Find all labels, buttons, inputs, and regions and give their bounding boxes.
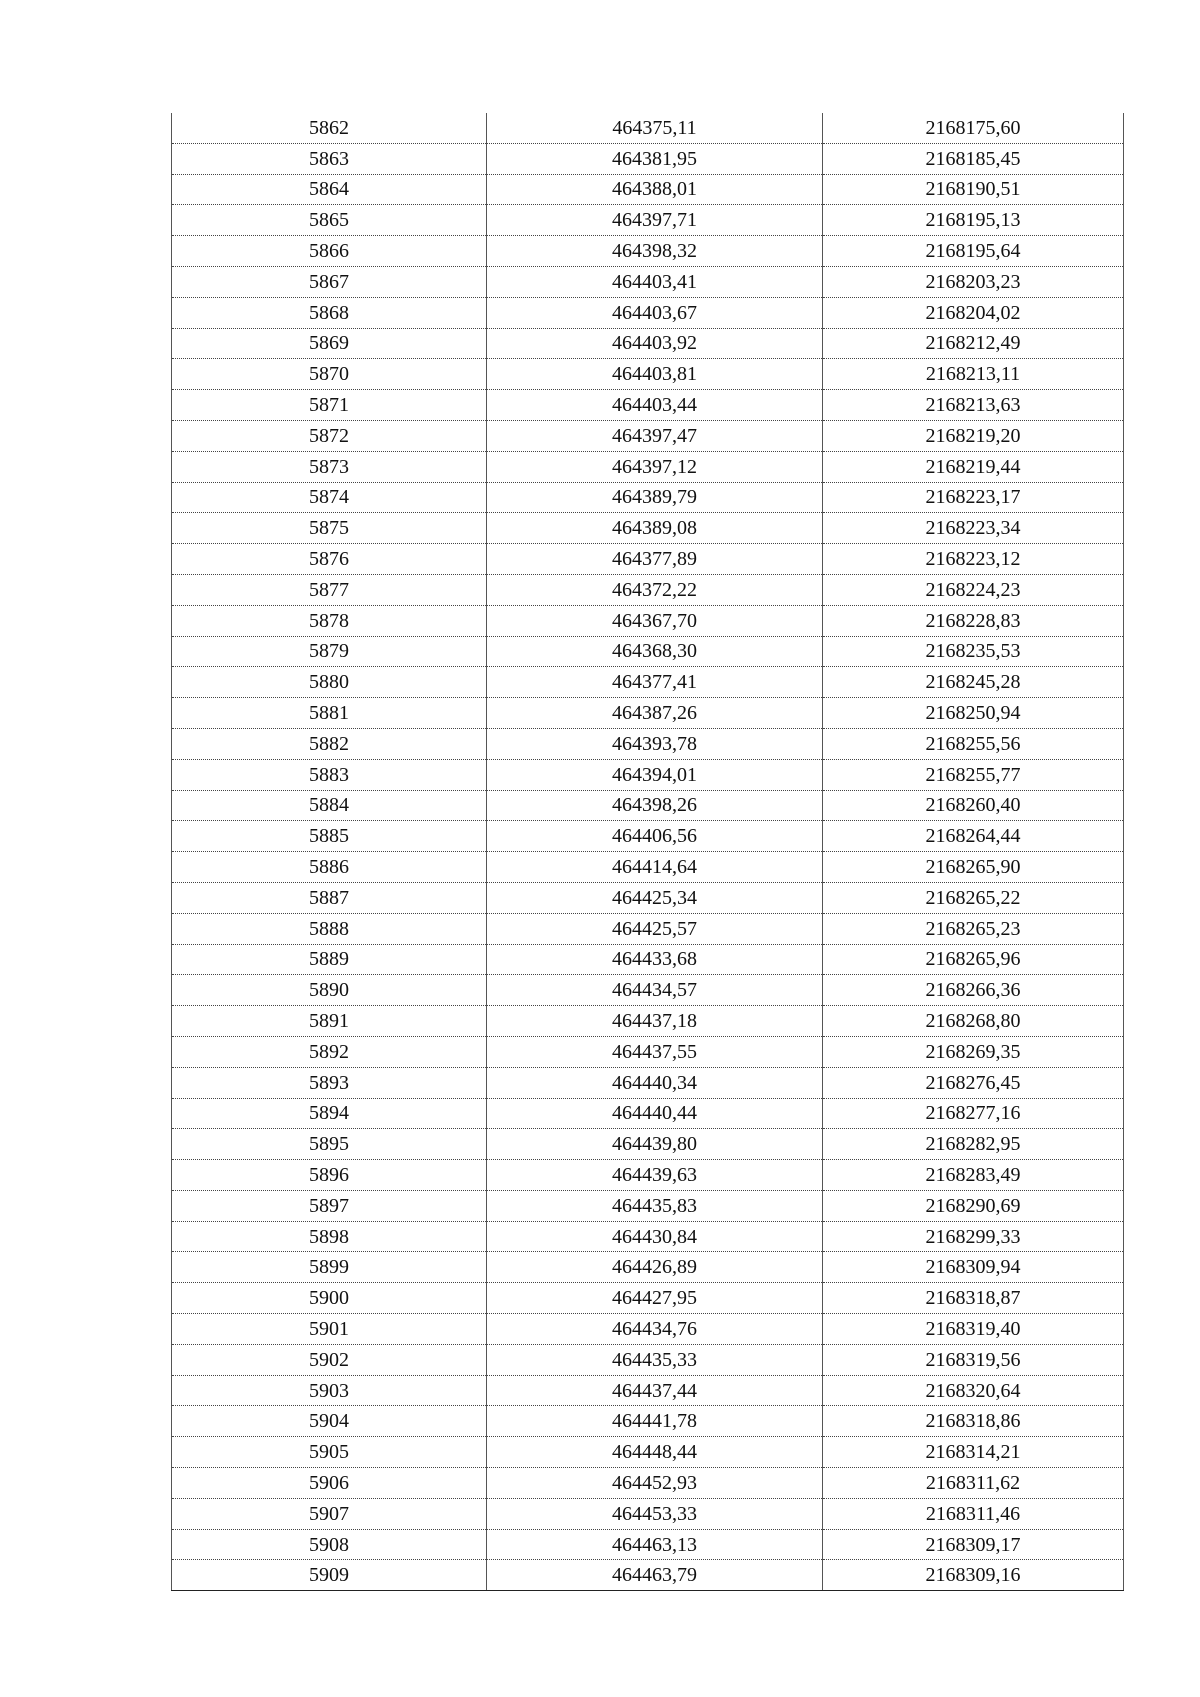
- table-row: [172, 359, 1124, 390]
- point-number-cell: 5870: [172, 359, 487, 390]
- x-coordinate-cell: 464437,18: [487, 1006, 823, 1037]
- table-row: [172, 1036, 1124, 1067]
- y-coordinate-cell: 2168309,17: [823, 1529, 1124, 1560]
- x-coordinate-cell: 464387,26: [487, 698, 823, 729]
- x-coordinate-cell: 464389,08: [487, 513, 823, 544]
- x-coordinate-cell: 464394,01: [487, 759, 823, 790]
- point-number-cell: 5890: [172, 975, 487, 1006]
- point-number-cell: 5901: [172, 1314, 487, 1345]
- point-number-cell: 5874: [172, 482, 487, 513]
- y-coordinate-cell: 2168265,23: [823, 913, 1124, 944]
- y-coordinate-cell: 2168245,28: [823, 667, 1124, 698]
- table-row: [172, 821, 1124, 852]
- y-coordinate-cell: 2168320,64: [823, 1375, 1124, 1406]
- point-number-cell: 5908: [172, 1529, 487, 1560]
- y-coordinate-cell: 2168250,94: [823, 698, 1124, 729]
- table-row: [172, 451, 1124, 482]
- y-coordinate-cell: 2168228,83: [823, 605, 1124, 636]
- x-coordinate-cell: 464439,80: [487, 1129, 823, 1160]
- y-coordinate-cell: 2168309,16: [823, 1560, 1124, 1591]
- y-coordinate-cell: 2168268,80: [823, 1006, 1124, 1037]
- table-row: [172, 913, 1124, 944]
- y-coordinate-cell: 2168185,45: [823, 143, 1124, 174]
- point-number-cell: 5887: [172, 882, 487, 913]
- point-number-cell: 5862: [172, 113, 487, 143]
- table-row: [172, 667, 1124, 698]
- point-number-cell: 5884: [172, 790, 487, 821]
- x-coordinate-cell: 464381,95: [487, 143, 823, 174]
- point-number-cell: 5896: [172, 1160, 487, 1191]
- x-coordinate-cell: 464377,41: [487, 667, 823, 698]
- point-number-cell: 5871: [172, 390, 487, 421]
- y-coordinate-cell: 2168260,40: [823, 790, 1124, 821]
- point-number-cell: 5872: [172, 420, 487, 451]
- x-coordinate-cell: 464440,34: [487, 1067, 823, 1098]
- y-coordinate-cell: 2168319,40: [823, 1314, 1124, 1345]
- y-coordinate-cell: 2168311,46: [823, 1498, 1124, 1529]
- coordinates-table: [171, 113, 1124, 1591]
- point-number-cell: 5903: [172, 1375, 487, 1406]
- table-row: [172, 759, 1124, 790]
- y-coordinate-cell: 2168255,77: [823, 759, 1124, 790]
- y-coordinate-cell: 2168266,36: [823, 975, 1124, 1006]
- x-coordinate-cell: 464434,57: [487, 975, 823, 1006]
- y-coordinate-cell: 2168318,86: [823, 1406, 1124, 1437]
- x-coordinate-cell: 464440,44: [487, 1098, 823, 1129]
- table-row: [172, 513, 1124, 544]
- y-coordinate-cell: 2168204,02: [823, 297, 1124, 328]
- point-number-cell: 5885: [172, 821, 487, 852]
- table-row: [172, 1006, 1124, 1037]
- x-coordinate-cell: 464426,89: [487, 1252, 823, 1283]
- coordinates-table-body: [172, 113, 1124, 1591]
- y-coordinate-cell: 2168255,56: [823, 728, 1124, 759]
- y-coordinate-cell: 2168283,49: [823, 1160, 1124, 1191]
- x-coordinate-cell: 464372,22: [487, 574, 823, 605]
- table-row: [172, 728, 1124, 759]
- x-coordinate-cell: 464463,13: [487, 1529, 823, 1560]
- table-row: [172, 266, 1124, 297]
- y-coordinate-cell: 2168276,45: [823, 1067, 1124, 1098]
- x-coordinate-cell: 464425,57: [487, 913, 823, 944]
- y-coordinate-cell: 2168195,13: [823, 205, 1124, 236]
- table-row: [172, 1067, 1124, 1098]
- point-number-cell: 5894: [172, 1098, 487, 1129]
- x-coordinate-cell: 464427,95: [487, 1283, 823, 1314]
- x-coordinate-cell: 464389,79: [487, 482, 823, 513]
- table-row: [172, 1252, 1124, 1283]
- table-row: [172, 636, 1124, 667]
- point-number-cell: 5900: [172, 1283, 487, 1314]
- table-row: [172, 1498, 1124, 1529]
- x-coordinate-cell: 464397,47: [487, 420, 823, 451]
- x-coordinate-cell: 464403,92: [487, 328, 823, 359]
- table-row: [172, 1221, 1124, 1252]
- point-number-cell: 5888: [172, 913, 487, 944]
- y-coordinate-cell: 2168299,33: [823, 1221, 1124, 1252]
- table-row: [172, 1283, 1124, 1314]
- x-coordinate-cell: 464453,33: [487, 1498, 823, 1529]
- table-row: [172, 975, 1124, 1006]
- x-coordinate-cell: 464434,76: [487, 1314, 823, 1345]
- table-row: [172, 1468, 1124, 1499]
- table-row: [172, 205, 1124, 236]
- x-coordinate-cell: 464388,01: [487, 174, 823, 205]
- x-coordinate-cell: 464437,44: [487, 1375, 823, 1406]
- point-number-cell: 5867: [172, 266, 487, 297]
- x-coordinate-cell: 464375,11: [487, 113, 823, 143]
- y-coordinate-cell: 2168265,22: [823, 882, 1124, 913]
- x-coordinate-cell: 464441,78: [487, 1406, 823, 1437]
- y-coordinate-cell: 2168290,69: [823, 1190, 1124, 1221]
- table-row: [172, 1406, 1124, 1437]
- y-coordinate-cell: 2168223,34: [823, 513, 1124, 544]
- y-coordinate-cell: 2168309,94: [823, 1252, 1124, 1283]
- y-coordinate-cell: 2168265,96: [823, 944, 1124, 975]
- point-number-cell: 5863: [172, 143, 487, 174]
- y-coordinate-cell: 2168282,95: [823, 1129, 1124, 1160]
- point-number-cell: 5883: [172, 759, 487, 790]
- point-number-cell: 5886: [172, 852, 487, 883]
- point-number-cell: 5893: [172, 1067, 487, 1098]
- y-coordinate-cell: 2168269,35: [823, 1036, 1124, 1067]
- y-coordinate-cell: 2168277,16: [823, 1098, 1124, 1129]
- x-coordinate-cell: 464398,26: [487, 790, 823, 821]
- table-row: [172, 574, 1124, 605]
- table-row: [172, 143, 1124, 174]
- table-row: [172, 605, 1124, 636]
- point-number-cell: 5898: [172, 1221, 487, 1252]
- y-coordinate-cell: 2168311,62: [823, 1468, 1124, 1499]
- point-number-cell: 5909: [172, 1560, 487, 1591]
- table-row: [172, 420, 1124, 451]
- point-number-cell: 5876: [172, 544, 487, 575]
- table-row: [172, 236, 1124, 267]
- y-coordinate-cell: 2168319,56: [823, 1344, 1124, 1375]
- point-number-cell: 5892: [172, 1036, 487, 1067]
- point-number-cell: 5897: [172, 1190, 487, 1221]
- table-row: [172, 852, 1124, 883]
- x-coordinate-cell: 464406,56: [487, 821, 823, 852]
- y-coordinate-cell: 2168175,60: [823, 113, 1124, 143]
- x-coordinate-cell: 464452,93: [487, 1468, 823, 1499]
- table-row: [172, 1375, 1124, 1406]
- table-row: [172, 482, 1124, 513]
- point-number-cell: 5889: [172, 944, 487, 975]
- table-row: [172, 1314, 1124, 1345]
- table-row: [172, 1437, 1124, 1468]
- table-row: [172, 297, 1124, 328]
- point-number-cell: 5879: [172, 636, 487, 667]
- x-coordinate-cell: 464414,64: [487, 852, 823, 883]
- y-coordinate-cell: 2168314,21: [823, 1437, 1124, 1468]
- x-coordinate-cell: 464397,71: [487, 205, 823, 236]
- y-coordinate-cell: 2168203,23: [823, 266, 1124, 297]
- point-number-cell: 5881: [172, 698, 487, 729]
- x-coordinate-cell: 464397,12: [487, 451, 823, 482]
- point-number-cell: 5899: [172, 1252, 487, 1283]
- y-coordinate-cell: 2168219,44: [823, 451, 1124, 482]
- y-coordinate-cell: 2168223,12: [823, 544, 1124, 575]
- point-number-cell: 5880: [172, 667, 487, 698]
- y-coordinate-cell: 2168224,23: [823, 574, 1124, 605]
- x-coordinate-cell: 464403,67: [487, 297, 823, 328]
- y-coordinate-cell: 2168223,17: [823, 482, 1124, 513]
- point-number-cell: 5895: [172, 1129, 487, 1160]
- table-row: [172, 1529, 1124, 1560]
- y-coordinate-cell: 2168190,51: [823, 174, 1124, 205]
- table-row: [172, 113, 1124, 143]
- y-coordinate-cell: 2168195,64: [823, 236, 1124, 267]
- table-row: [172, 544, 1124, 575]
- table-row: [172, 390, 1124, 421]
- table-row: [172, 944, 1124, 975]
- x-coordinate-cell: 464435,83: [487, 1190, 823, 1221]
- table-row: [172, 1344, 1124, 1375]
- point-number-cell: 5891: [172, 1006, 487, 1037]
- table-row: [172, 1160, 1124, 1191]
- point-number-cell: 5866: [172, 236, 487, 267]
- x-coordinate-cell: 464439,63: [487, 1160, 823, 1191]
- table-row: [172, 174, 1124, 205]
- y-coordinate-cell: 2168264,44: [823, 821, 1124, 852]
- x-coordinate-cell: 464448,44: [487, 1437, 823, 1468]
- x-coordinate-cell: 464377,89: [487, 544, 823, 575]
- point-number-cell: 5878: [172, 605, 487, 636]
- table-row: [172, 1129, 1124, 1160]
- point-number-cell: 5906: [172, 1468, 487, 1499]
- y-coordinate-cell: 2168213,63: [823, 390, 1124, 421]
- x-coordinate-cell: 464393,78: [487, 728, 823, 759]
- y-coordinate-cell: 2168213,11: [823, 359, 1124, 390]
- x-coordinate-cell: 464367,70: [487, 605, 823, 636]
- y-coordinate-cell: 2168318,87: [823, 1283, 1124, 1314]
- table-row: [172, 1098, 1124, 1129]
- table-row: [172, 698, 1124, 729]
- x-coordinate-cell: 464398,32: [487, 236, 823, 267]
- x-coordinate-cell: 464368,30: [487, 636, 823, 667]
- y-coordinate-cell: 2168212,49: [823, 328, 1124, 359]
- table-row: [172, 328, 1124, 359]
- point-number-cell: 5882: [172, 728, 487, 759]
- point-number-cell: 5905: [172, 1437, 487, 1468]
- x-coordinate-cell: 464435,33: [487, 1344, 823, 1375]
- x-coordinate-cell: 464403,81: [487, 359, 823, 390]
- x-coordinate-cell: 464433,68: [487, 944, 823, 975]
- point-number-cell: 5864: [172, 174, 487, 205]
- table-row: [172, 1560, 1124, 1591]
- point-number-cell: 5902: [172, 1344, 487, 1375]
- point-number-cell: 5907: [172, 1498, 487, 1529]
- table-row: [172, 790, 1124, 821]
- x-coordinate-cell: 464403,44: [487, 390, 823, 421]
- point-number-cell: 5869: [172, 328, 487, 359]
- point-number-cell: 5904: [172, 1406, 487, 1437]
- x-coordinate-cell: 464403,41: [487, 266, 823, 297]
- point-number-cell: 5877: [172, 574, 487, 605]
- x-coordinate-cell: 464430,84: [487, 1221, 823, 1252]
- point-number-cell: 5875: [172, 513, 487, 544]
- y-coordinate-cell: 2168265,90: [823, 852, 1124, 883]
- x-coordinate-cell: 464437,55: [487, 1036, 823, 1067]
- x-coordinate-cell: 464425,34: [487, 882, 823, 913]
- y-coordinate-cell: 2168235,53: [823, 636, 1124, 667]
- table-row: [172, 882, 1124, 913]
- x-coordinate-cell: 464463,79: [487, 1560, 823, 1591]
- point-number-cell: 5868: [172, 297, 487, 328]
- point-number-cell: 5865: [172, 205, 487, 236]
- y-coordinate-cell: 2168219,20: [823, 420, 1124, 451]
- table-row: [172, 1190, 1124, 1221]
- point-number-cell: 5873: [172, 451, 487, 482]
